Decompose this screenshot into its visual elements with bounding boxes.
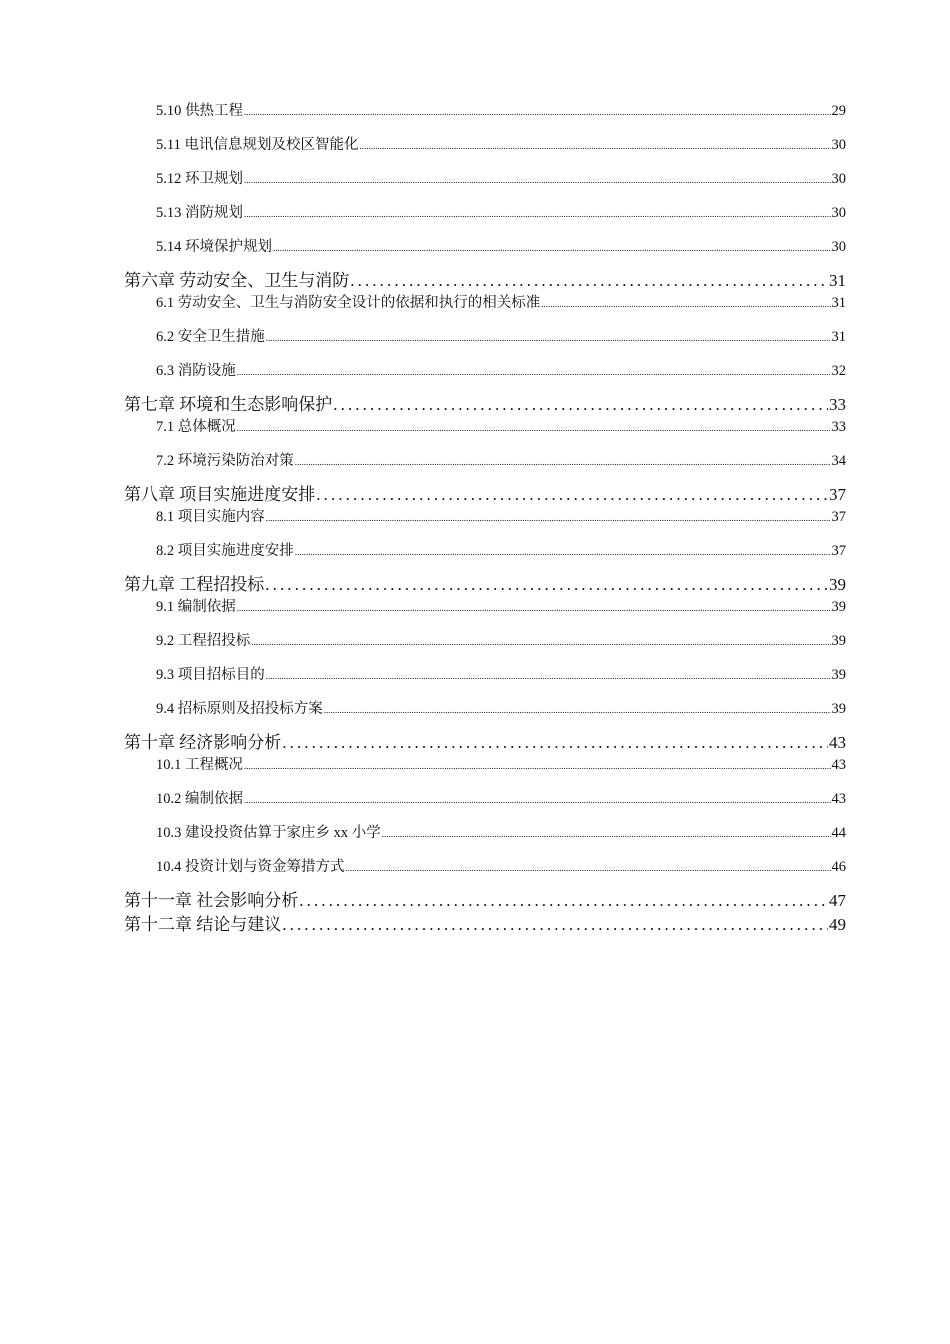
toc-entry[interactable] bbox=[124, 292, 846, 324]
toc-entry[interactable] bbox=[124, 820, 846, 854]
dot-leader bbox=[295, 539, 831, 565]
toc-entry-page: 32 bbox=[831, 363, 846, 379]
toc-chapter-page: 39 bbox=[829, 575, 846, 594]
table-of-contents bbox=[124, 98, 846, 936]
toc-chapter-entry[interactable] bbox=[124, 482, 846, 506]
dot-leader bbox=[237, 597, 831, 619]
dot-leader bbox=[541, 293, 830, 315]
toc-entry-title: 10.1 工程概况 bbox=[156, 757, 243, 773]
toc-entry-page: 31 bbox=[831, 329, 846, 345]
toc-entry-page: 30 bbox=[831, 239, 846, 255]
toc-entry-title: 9.4 招标原则及招投标方案 bbox=[156, 701, 323, 717]
toc-chapter-title: 第十一章 社会影响分析 bbox=[124, 891, 299, 910]
toc-entry[interactable] bbox=[124, 358, 846, 392]
dot-leader bbox=[333, 392, 828, 418]
dot-leader bbox=[237, 417, 831, 439]
dot-leader bbox=[244, 201, 831, 227]
toc-chapter-title: 第十二章 结论与建议 bbox=[124, 915, 282, 934]
toc-chapter-title: 第八章 项目实施进度安排 bbox=[124, 485, 316, 504]
toc-chapter-title: 第九章 工程招投标 bbox=[124, 575, 265, 594]
dot-leader bbox=[299, 888, 828, 914]
toc-chapter-page: 47 bbox=[829, 891, 846, 910]
toc-chapter-entry[interactable] bbox=[124, 888, 846, 912]
toc-chapter-page: 37 bbox=[829, 485, 846, 504]
toc-entry[interactable] bbox=[124, 696, 846, 730]
dot-leader bbox=[265, 572, 828, 598]
toc-chapter-page: 43 bbox=[829, 733, 846, 752]
toc-chapter-title: 第七章 环境和生态影响保护 bbox=[124, 395, 333, 414]
toc-entry[interactable] bbox=[124, 200, 846, 234]
toc-entry-page: 39 bbox=[831, 633, 846, 649]
toc-chapter-entry[interactable] bbox=[124, 268, 846, 292]
toc-chapter-entry[interactable] bbox=[124, 392, 846, 416]
dot-leader bbox=[324, 697, 831, 723]
dot-leader bbox=[251, 629, 830, 655]
toc-entry-page: 39 bbox=[831, 667, 846, 683]
dot-leader bbox=[316, 482, 828, 508]
dot-leader bbox=[346, 855, 831, 881]
toc-entry-page: 29 bbox=[831, 103, 846, 119]
toc-entry-title: 10.3 建设投资估算于家庄乡 xx 小学 bbox=[156, 825, 381, 841]
toc-entry[interactable] bbox=[124, 234, 846, 268]
toc-entry-title: 6.2 安全卫生措施 bbox=[156, 329, 265, 345]
toc-entry-page: 46 bbox=[831, 859, 846, 875]
dot-leader bbox=[244, 787, 831, 813]
toc-entry[interactable] bbox=[124, 506, 846, 538]
toc-entry[interactable] bbox=[124, 628, 846, 662]
toc-entry[interactable] bbox=[124, 754, 846, 786]
toc-entry-title: 8.1 项目实施内容 bbox=[156, 509, 265, 525]
toc-entry-page: 44 bbox=[831, 825, 846, 841]
toc-chapter-page: 33 bbox=[829, 395, 846, 414]
toc-entry-title: 5.14 环境保护规划 bbox=[156, 239, 272, 255]
dot-leader bbox=[295, 449, 831, 475]
toc-entry[interactable] bbox=[124, 324, 846, 358]
toc-entry-title: 6.1 劳动安全、卫生与消防安全设计的依据和执行的相关标准 bbox=[156, 295, 541, 311]
toc-entry[interactable] bbox=[124, 538, 846, 572]
toc-entry[interactable] bbox=[124, 786, 846, 820]
toc-entry-title: 9.2 工程招投标 bbox=[156, 633, 251, 649]
toc-entry-page: 39 bbox=[831, 599, 846, 615]
toc-entry-title: 5.10 供热工程 bbox=[156, 103, 243, 119]
toc-entry-title: 10.2 编制依据 bbox=[156, 791, 243, 807]
toc-entry-page: 37 bbox=[831, 509, 846, 525]
dot-leader bbox=[244, 167, 831, 193]
toc-entry-page: 33 bbox=[831, 419, 846, 435]
toc-entry-page: 39 bbox=[831, 701, 846, 717]
toc-entry-page: 30 bbox=[831, 171, 846, 187]
toc-entry-page: 31 bbox=[831, 295, 846, 311]
dot-leader bbox=[244, 99, 831, 125]
toc-entry-title: 7.1 总体概况 bbox=[156, 419, 236, 435]
dot-leader bbox=[382, 821, 831, 847]
dot-leader bbox=[273, 235, 831, 261]
dot-leader bbox=[244, 755, 831, 777]
toc-entry-title: 5.13 消防规划 bbox=[156, 205, 243, 221]
toc-chapter-title: 第六章 劳动安全、卫生与消防 bbox=[124, 271, 350, 290]
toc-chapter-entry[interactable] bbox=[124, 730, 846, 754]
dot-leader bbox=[237, 359, 831, 385]
toc-entry[interactable] bbox=[124, 132, 846, 166]
toc-entry[interactable] bbox=[124, 166, 846, 200]
dot-leader bbox=[266, 507, 831, 529]
toc-entry[interactable] bbox=[124, 416, 846, 448]
dot-leader bbox=[359, 133, 830, 159]
toc-entry-page: 43 bbox=[831, 757, 846, 773]
toc-chapter-entry[interactable] bbox=[124, 572, 846, 596]
toc-entry-title: 9.3 项目招标目的 bbox=[156, 667, 265, 683]
dot-leader bbox=[350, 268, 828, 294]
toc-entry[interactable] bbox=[124, 854, 846, 888]
dot-leader bbox=[266, 325, 831, 351]
toc-chapter-page: 49 bbox=[829, 915, 846, 934]
dot-leader bbox=[282, 730, 828, 756]
toc-entry[interactable] bbox=[124, 596, 846, 628]
toc-chapter-page: 31 bbox=[829, 271, 846, 290]
toc-entry-title: 6.3 消防设施 bbox=[156, 363, 236, 379]
toc-entry[interactable] bbox=[124, 448, 846, 482]
toc-chapter-title: 第十章 经济影响分析 bbox=[124, 733, 282, 752]
toc-entry-page: 30 bbox=[831, 137, 846, 153]
dot-leader bbox=[282, 912, 828, 938]
toc-entry-title: 9.1 编制依据 bbox=[156, 599, 236, 615]
toc-entry-title: 8.2 项目实施进度安排 bbox=[156, 543, 294, 559]
toc-entry-page: 37 bbox=[831, 543, 846, 559]
toc-entry-title: 7.2 环境污染防治对策 bbox=[156, 453, 294, 469]
toc-entry-title: 5.12 环卫规划 bbox=[156, 171, 243, 187]
toc-entry[interactable] bbox=[124, 98, 846, 132]
toc-entry-page: 30 bbox=[831, 205, 846, 221]
dot-leader bbox=[266, 663, 831, 689]
toc-entry[interactable] bbox=[124, 662, 846, 696]
toc-entry-title: 5.11 电讯信息规划及校区智能化 bbox=[156, 137, 359, 153]
toc-entry-title: 10.4 投资计划与资金筹措方式 bbox=[156, 859, 345, 875]
toc-entry-page: 34 bbox=[831, 453, 846, 469]
toc-entry-page: 43 bbox=[831, 791, 846, 807]
toc-chapter-entry[interactable] bbox=[124, 912, 846, 936]
